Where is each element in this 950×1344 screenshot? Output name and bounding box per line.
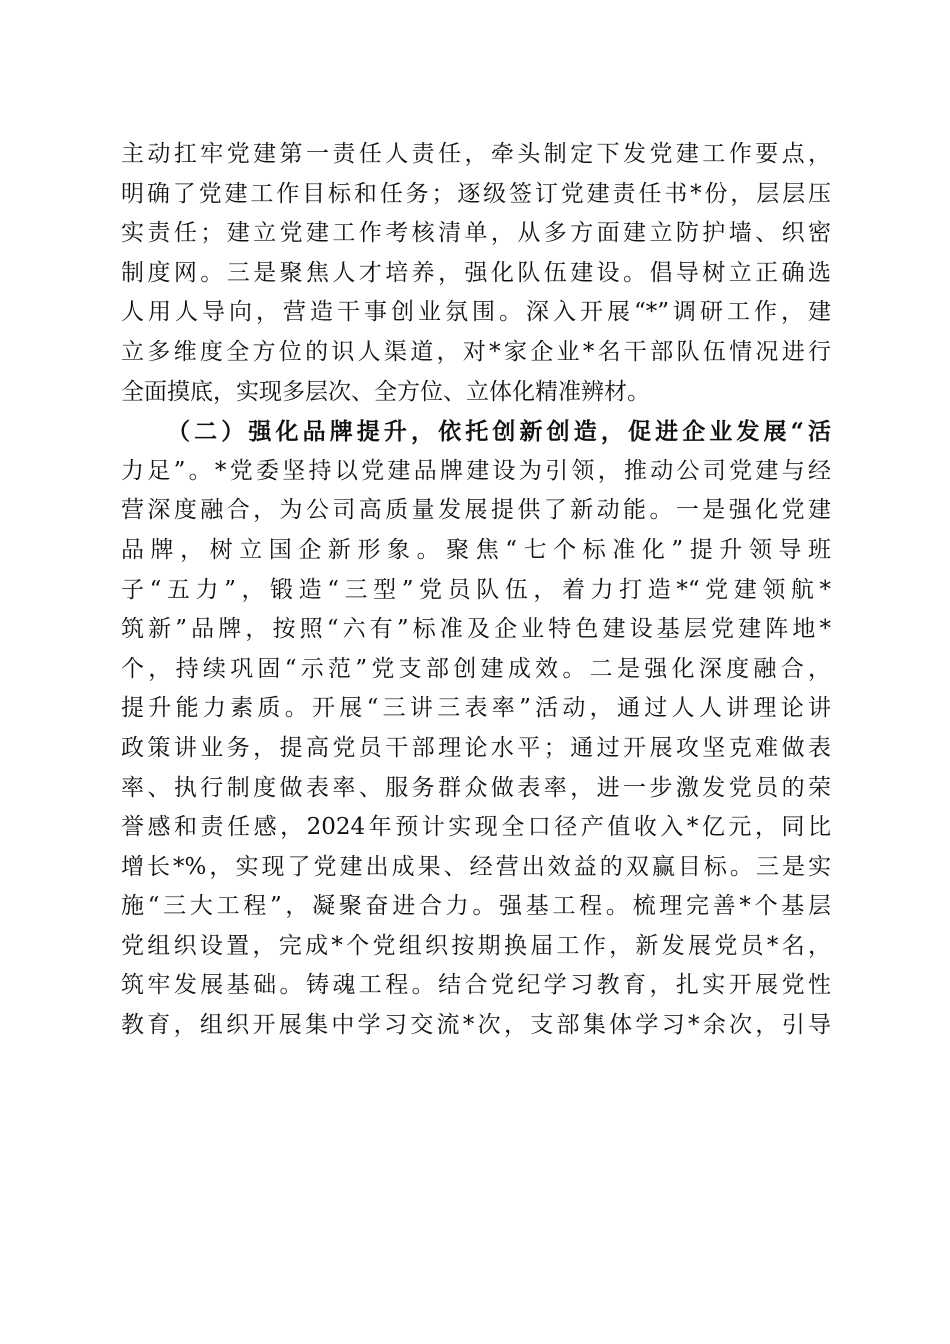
body-line: 党组织设置，完成*个党组织按期换届工作，新发展党员*名， xyxy=(121,932,831,959)
body-line: 制度网。三是聚焦人才培养，强化队伍建设。倡导树立正确选 xyxy=(121,259,831,286)
body-line: 筑新”品牌，按照“六有”标准及企业特色建设基层党建阵地* xyxy=(121,616,831,643)
body-line: 明确了党建工作目标和任务；逐级签订党建责任书*份，层层压 xyxy=(121,180,831,207)
body-line: 施“三大工程”，凝聚奋进合力。强基工程。梳理完善*个基层 xyxy=(121,893,831,920)
body-line: 力足”。*党委坚持以党建品牌建设为引领，推动公司党建与经 xyxy=(121,457,831,484)
body-line: 政策讲业务，提高党员干部理论水平；通过开展攻坚克难做表 xyxy=(121,734,831,761)
body-line: 立多维度全方位的识人渠道，对*家企业*名干部队伍情况进行 xyxy=(121,338,831,365)
section-heading: （二）强化品牌提升，依托创新创造，促进企业发展“活 xyxy=(167,418,831,446)
body-line: 实责任；建立党建工作考核清单，从多方面建立防护墙、织密 xyxy=(121,220,831,247)
document-body xyxy=(121,135,831,1046)
body-line: 个，持续巩固“示范”党支部创建成效。二是强化深度融合， xyxy=(121,655,831,682)
body-line: 增长*%，实现了党建出成果、经营出效益的双赢目标。三是实 xyxy=(121,853,831,880)
body-line: 教育，组织开展集中学习交流*次，支部集体学习*余次，引导 xyxy=(121,1012,831,1039)
body-line: 营深度融合，为公司高质量发展提供了新动能。一是强化党建 xyxy=(121,497,831,524)
body-line: 筑牢发展基础。铸魂工程。结合党纪学习教育，扎实开展党性 xyxy=(121,972,831,999)
body-line: 子“五力”，锻造“三型”党员队伍，着力打造*“党建领航* xyxy=(121,576,831,603)
body-line: 人用人导向，营造干事创业氛围。深入开展“*”调研工作，建 xyxy=(121,299,831,326)
body-line: 提升能力素质。开展“三讲三表率”活动，通过人人讲理论讲 xyxy=(121,695,831,722)
body-line: 誉感和责任感，2024年预计实现全口径产值收入*亿元，同比 xyxy=(121,814,831,841)
body-line: 主动扛牢党建第一责任人责任，牵头制定下发党建工作要点， xyxy=(121,141,831,167)
body-line: 全面摸底，实现多层次、全方位、立体化精准辨材。 xyxy=(121,378,650,405)
body-line: 率、执行制度做表率、服务群众做表率，进一步激发党员的荣 xyxy=(121,774,831,801)
body-line: 品牌，树立国企新形象。聚焦“七个标准化”提升领导班 xyxy=(121,536,831,563)
